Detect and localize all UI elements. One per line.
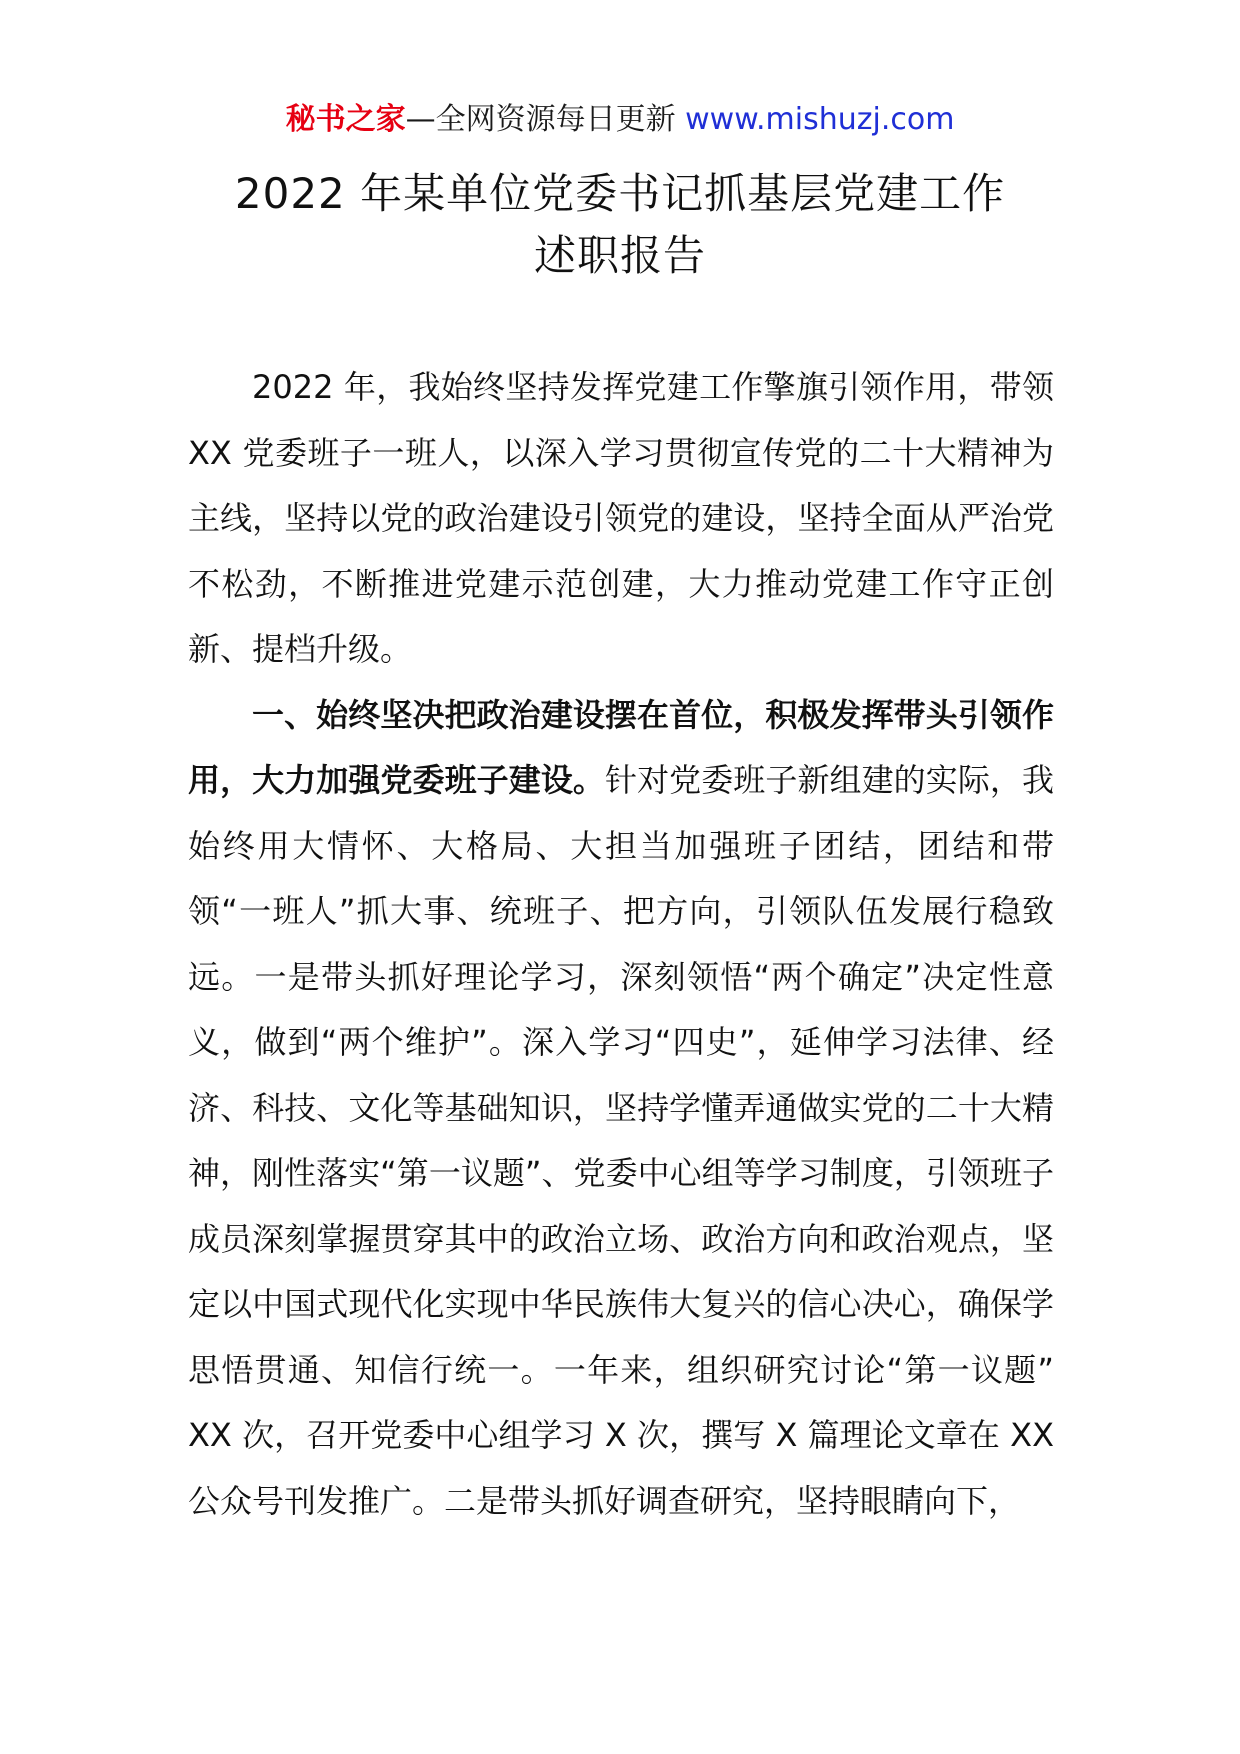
intro-paragraph: 2022 年，我始终坚持发挥党建工作擎旗引领作用，带领 XX 党委班子一班人，以深入学习贯彻宣传党的二十大精神为主线，坚持以党的政治建设引领党的建设，坚持全面从严治党不松劲，不断推进党建示范创建，大力推动党建工作守正创新、提档升级。	[188, 368, 1054, 668]
title-line-2: 述职报告	[533, 231, 706, 280]
site-url-link[interactable]: www.mishuzj.com	[685, 102, 955, 137]
section-one-text: 针对党委班子新组建的实际，我始终用大情怀、大格局、大担当加强班子团结，团结和带领“一班人”抓大事、统班子、把方向，引领队伍发展行稳致远。一是带头抓好理论学习，深刻领悟“两个确定”决定性意义，做到“两个维护”。深入学习“四史”，延伸学习法律、经济、科技、文化等基础知识，坚持学懂弄通做实党的二十大精神，刚性落实“第一议题”、党委中心组等学习制度，引领班子成员深刻掌握贯穿其中的政治立场、政治方向和政治观点，坚定以中国式现代化实现中华民族伟大复兴的信心决心，确保学思悟贯通、知信行统一。一年来，组织研究讨论“第一议题” XX 次，召开党委中心组学习 X 次，撰写 X 篇理论文章在 XX 公众号刊发推广。二是带头抓好调查研究，坚持眼睛向下，	[188, 761, 1054, 1520]
section-one-heading: 一、始终坚决把政治建设摆在首位，积极发挥带头引领作用，大力加强党委班子建设。	[188, 695, 1054, 799]
title-line-1: 2022 年某单位党委书记抓基层党建工作	[234, 169, 1006, 218]
document-body	[188, 355, 1054, 1534]
brand-name: 秘书之家	[285, 102, 406, 137]
site-header	[0, 100, 1240, 140]
document-title	[0, 163, 1240, 287]
header-slogan: —全网资源每日更新	[405, 102, 686, 137]
section-one-paragraph	[188, 683, 1054, 1535]
